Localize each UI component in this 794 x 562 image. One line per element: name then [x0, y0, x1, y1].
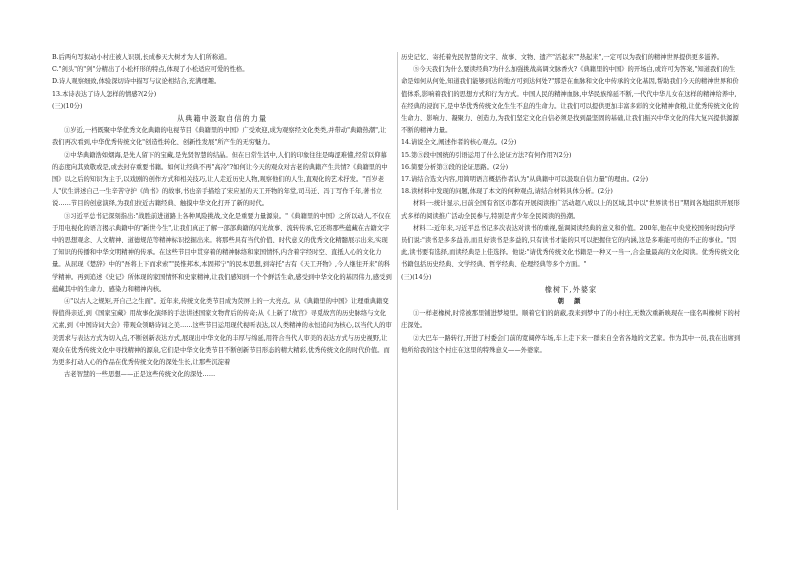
essay-paragraph-2: ②大巴车一路转行,开进了村委会门前的宽阔停车场,车上走下来一群来自全省各地的文艺家。作为其中一员,我在出席到他所给我的这个村庄在这里的特殊意义——外婆家。	[401, 334, 741, 354]
question-16: 16.简要分析第③段的论证思路。(2分)	[401, 163, 509, 171]
left-column	[52, 52, 392, 381]
right-column	[401, 52, 741, 357]
option-d: D.诗人观察细致,体验深切诗中描写与议论相结合,充满理趣。	[52, 78, 221, 86]
paragraph-1: ①岁近,一档既聚中华优秀文化典籍的电视节目《典籍里的中国》广受欢迎,成为观察经文化类类,并带动"典籍热潮",让我们再次看到,中华优秀传统文化"创造性转化、创新性发展"所产生的无穷魅力。	[52, 127, 387, 147]
essay-paragraph-1: ①一样老橡树,时常被那里铺进梦境里。顺着它们的荫蔽,我来到梦中了的小村庄,无数次重新映现在一座名叫橡树下的村庄深处。	[401, 310, 741, 330]
option-c: C."剑头"的"剑"分精出了小松杆形的特点,体现了小松适应可爱的性格。	[52, 66, 249, 74]
question-14: 14.请说全文,阐述作者的核心观点。(2分)	[401, 139, 517, 147]
paragraph-4: ④"以古人之规矩,开自己之生面"。近年来,传统文化类节目成为荧屏上的一大亮点。从《典籍里的中国》让理重典籍变得值得亲近,到《国家宝藏》用故事化演绎的手法讲述国家文物背后的传奇;从《上新了!故宫》寻觅故宫的历史脉络与文化元素,到《中国诗词大会》带观众领略诗词之美……这些节目运用现代视听表达,以人类精神的永恒追问为核心,以当代人的审美需求与表达方式为切入点,不断创新表达方式,展现出中华文化的丰厚与绵延,用符合当代人审美的表达方式与历史视野,让观众在优秀传统文化中寻找精神的源泉,它们是中华文化类节目不断创新节目形态的精大精彩,优秀传统文化的时代价值。而为更多打动人心的作品在优秀传统文化的深处生长,让那些沉淀着	[52, 298, 392, 367]
question-13: 13.本诗表达了诗人怎样的情感?(2分)	[52, 90, 157, 98]
paragraph-2: ②中华典籍浩如烟海,是先人留下的宝藏,是先贤智慧的结晶。但在日常生活中,人们的印象往往是晦涩难懂,经常以仰慕的态度向其致敬或是,或去封存重要书籍。如何让经典不再"高冷"?如何让今天的观众对古老的典籍产生共情?《典籍里的中国》以之后的知识为主于,以戏剧的创作方式和相关技巧,让人走近历史人物,观察他们的人生,直观化的艺术抒发。"百岁老人"伏生讲述自己一生辛苦守护《尚书》的故事,书也亲手描绘了宋应星的天工开物的年堂,司马迁、冯丁写作千年,著书立说……节目的创意演绎,为我们拉近古籍经典、触摸中华文化打开了新的时代。	[52, 151, 388, 208]
question-15: 15.第⑤段中国统的引语运用了什么论证方法?有何作用?(2分)	[401, 151, 572, 159]
paragraph-4-tail: 古老智慧的一些思想——正是这些传统文化的深处……	[64, 371, 216, 379]
paragraph-3: ③习近平总书记深刻指出:"战胜前进道路上各种风险挑战,文化是重要力量源泉。"《典籍里的中国》之所以动人,不仅在于用电视化的语言揭示典籍中的"新世今生",让我们真正了解一部部典籍的闪光故事、流转传承,它还将那些蕴藏在古籍文字中的思想观念、人文精神、道德规范等精神标识挖掘出来。将那些具有当代价值、时代意义的优秀文化精髓展示出来,实现了知识的传播和中华文明精神的传承。在这些节目中贯穿着的精神脉络和家国情怀,内含着字经时空、直抵人心的文化力量。从屈现《楚辞》中的"吾将上下而求索""民惟邦本,本固邦宁"的民本思想,到寄托"古有《天工开物》,今人继往开来"的科学精神。再到追述《史记》所体现的家国情怀和史家精神,让我们感知到一个个鲜活生命,感受到中华文化的基因伟力,感受到蕴藏其中的生命力、感染力和精神内核。	[52, 212, 392, 293]
paragraph-5: ⑤今天我们为什么要读经典?为什么加强挑战高调文脉香火?《典籍里的中国》的开场白,或许可为答案,"知道我们的生命是如何从何处,知道我们能够到达的地方可到达何处?"那是在血脉和文化中传承的文化基因,帮助我们今天的精神世界和价值体系,影响着我们的思想方式和行为方式。中国人民的精神血脉,中华民族绵延不断,一代代中华儿女在这样的精神给养中,在经典的浸润下,是中华优秀传统文化生生不息的生命力。让我们可以提供更加丰富多彩的文化精神食粮,让优秀传统文化的生命力、影响力、凝聚力、创造力,为我们坚定文化自信必须是找到最坚固的基础,让我们振兴中华文化的伟大复兴提供源源不断的精神力量。	[401, 66, 739, 135]
paragraph-4-continued: 历史记忆、寄托着先民智慧的文字、故事、文物、遗产"活起来""热起来",一定可以为我们的精神世界提供更多滋养。	[401, 54, 724, 61]
question-18: 18.读材料中发现的问题,体现了本文的何种观点,请结合材料具体分析。(2分)	[401, 188, 613, 196]
section-3-header: (三)(10分)	[52, 102, 83, 110]
section-3b-header: (三)(14分)	[401, 273, 432, 281]
column-divider	[397, 52, 398, 510]
essay-title: 橡树下,外婆家	[544, 284, 598, 294]
material-1: 材料一:统计显示,日前全国有省区市都有开展阅读推广活动超八成以上的区域,其中以"世界读书日"期间各地组织开展形式多样的阅读推广活动全民参与,特别是青少年全民阅读的热潮。	[401, 200, 740, 220]
essay-author: 朝 颜	[557, 298, 585, 306]
question-17: 17.请结合选文内容,用简明语言概括作者认为"从典籍中可以汲取自信力量"的理由。(2分)	[401, 176, 649, 184]
material-2: 材料二:近年来,习近平总书记多次表达对读书的重视,强调阅读经典的意义和价值。200年,他在中央党校国务时段向学员们说:"读书是多多益善,而且好读书是多益的,只有读书才能的只可以把握住它的内涵,这是多难能可贵的不正的事业。"因此,读书要有选择,而读经典是上佳选择。他说:"请优秀传统文化书籍是一种又一当一,合金量最高的文化阅读。优秀传统文化书籍包括历史经典、文学经典、哲学经典、伦理经典等多个方面。"	[401, 224, 740, 269]
article-title: 从典籍中汲取自信的力量	[176, 114, 268, 124]
option-b: B.后两句写拟动小村庄被人识别,长成参天大树才为人们所称道。	[52, 54, 231, 61]
